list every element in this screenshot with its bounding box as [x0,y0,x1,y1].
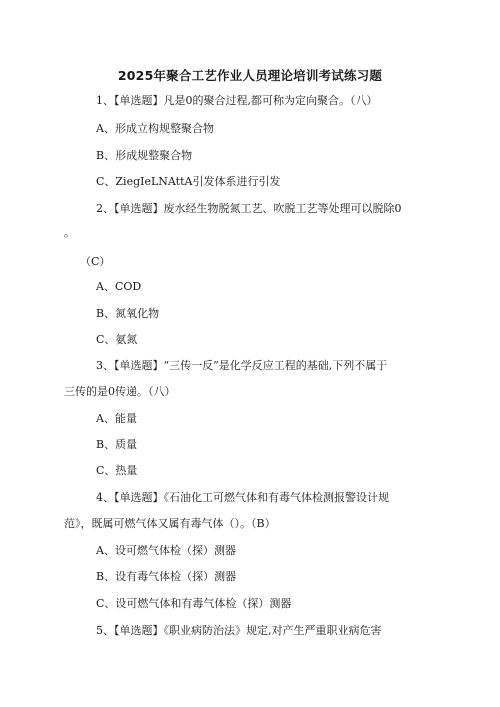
question-4-stem-continued: 范》，既属可燃气体又属有毒气体（）。（B） [64,517,276,530]
question-3-stem-continued: 三传的是0传递。（八） [64,385,176,398]
question-1-stem: 1、【单选题】凡是0的聚合过程,都可称为定向聚合。（八） [96,94,378,107]
question-2-stem-continued: 。 [64,226,75,239]
question-5-stem: 5、【单选题】《职业病防治法》规定,对产生严重职业病危害 [96,624,382,637]
question-2-answer: （C） [80,255,111,268]
question-4-option-b: B、设有毒气体检（探）测器 [96,570,237,583]
question-4-option-c: C、设可燃气体和有毒气体检（探）测器 [96,597,292,610]
question-2-option-b: B、氮氧化物 [96,307,160,320]
question-3-option-b: B、质量 [96,438,138,451]
question-3-stem: 3、【单选题】“三传一反”是化学反应工程的基础,下列不属于 [96,359,388,372]
question-1-option-a: A、形成立构规整聚合物 [96,122,214,135]
question-4-option-a: A、设可燃气体检（探）测器 [96,544,236,557]
question-1-option-b: B、形成规整聚合物 [96,149,193,162]
question-1-option-c: C、ZiegIeLNAttA引发体系进行引发 [96,175,281,188]
question-4-stem: 4、【单选题】《石油化工可燃气体和有毒气体检测报警设计规 [96,491,389,504]
question-2-stem: 2、【单选题】废水经生物脱氮工艺、吹脱工艺等处理可以脱除0 [96,202,402,215]
question-2-option-c: C、氨氮 [96,333,138,346]
document-title: 2025年聚合工艺作业人员理论培训考试练习题 [117,68,383,83]
question-2-option-a: A、COD [96,280,142,293]
question-3-option-a: A、能量 [96,412,137,425]
question-3-option-c: C、热量 [96,464,138,477]
